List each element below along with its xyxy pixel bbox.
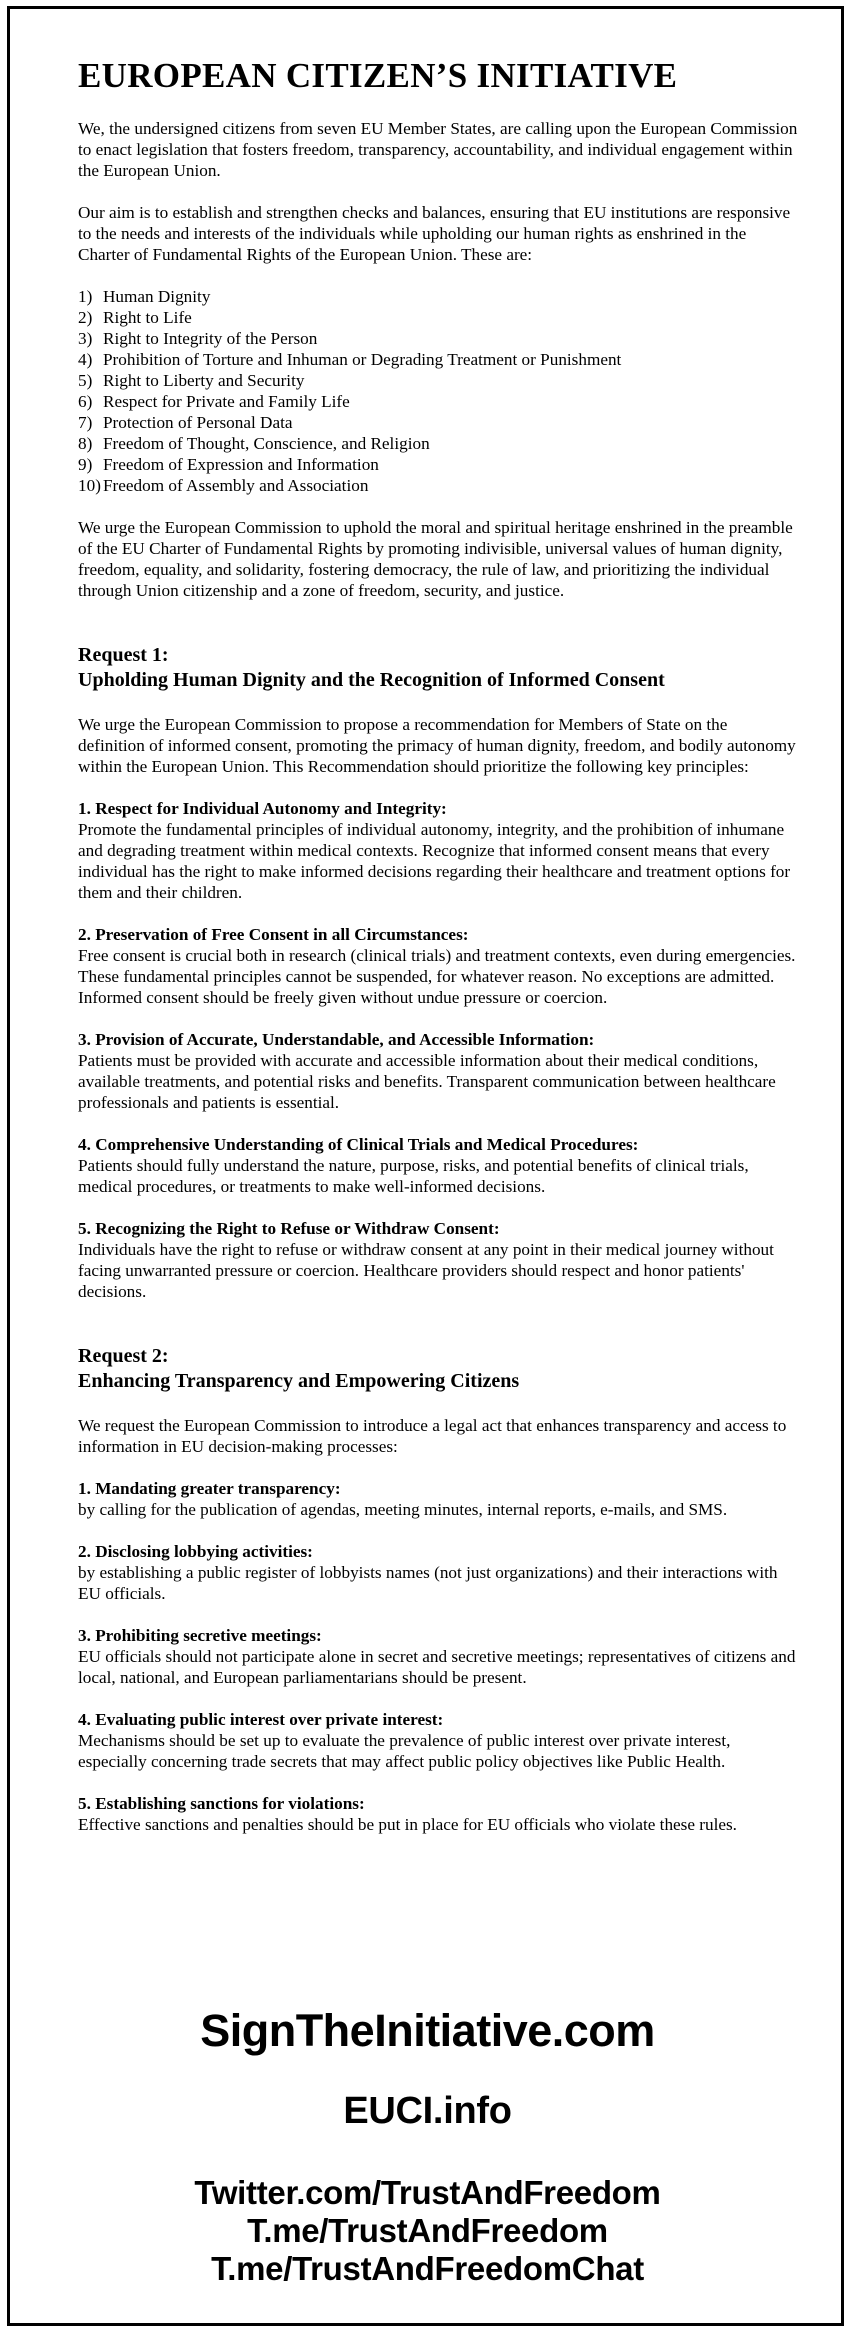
- list-item: 2) Right to Life: [78, 308, 192, 327]
- request-1-principle: [78, 1134, 798, 1197]
- intro-paragraph-1: We, the undersigned citizens from seven EU Member States, are calling upon the European Commission to enact legislation that fosters freedom, transparency, accountability, and individual engagement within the European Union.: [78, 119, 798, 180]
- principle-title: 4. Evaluating public interest over private interest:: [78, 1710, 444, 1729]
- urge-paragraph: We urge the European Commission to uphold the moral and spiritual heritage enshrined in the preamble of the EU Charter of Fundamental Rights by promoting indivisible, universal values of human dignity, freedom, equality, and solidarity, fostering democracy, the rule of law, and prioritizing the individual through Union citizenship and a zone of freedom, security, and justice.: [78, 518, 793, 600]
- request-1-intro: We urge the European Commission to propose a recommendation for Members of State on the definition of informed consent, promoting the primacy of human dignity, freedom, and bodily autonomy within the European Union. This Recommendation should prioritize the following key principles:: [78, 715, 796, 776]
- list-item: 7) Protection of Personal Data: [78, 413, 293, 432]
- request-1-heading: [78, 643, 798, 693]
- request-1-principle: [78, 1029, 798, 1113]
- principle-body: Individuals have the right to refuse or withdraw consent at any point in their medical journey without facing unwarranted pressure or coercion. Healthcare providers should respect and honor patients' decisions.: [78, 1240, 774, 1301]
- request-1-principle: [78, 1218, 798, 1302]
- request-2-principle: [78, 1541, 798, 1604]
- principle-title: 5. Recognizing the Right to Refuse or Withdraw Consent:: [78, 1219, 500, 1238]
- list-item: 8) Freedom of Thought, Conscience, and Religion: [78, 434, 430, 453]
- principle-title: 1. Mandating greater transparency:: [78, 1479, 341, 1498]
- request-2-label: Request 2:: [78, 1345, 169, 1367]
- principle-body: EU officials should not participate alone in secret and secretive meetings; representatives of citizens and local, national, and European parliamentarians should be present.: [78, 1647, 796, 1687]
- principle-body: Patients must be provided with accurate and accessible information about their medical conditions, available treatments, and potential risks and benefits. Transparent communication between healthcare professionals and patients is essential.: [78, 1051, 776, 1112]
- principle-body: by establishing a public register of lobbyists names (not just organizations) and their interactions with EU officials.: [78, 1563, 778, 1603]
- euci-link[interactable]: EUCI.info: [343, 2090, 512, 2132]
- principle-body: Free consent is crucial both in research (clinical trials) and treatment contexts, even during emergencies. These fundamental principles cannot be suspended, for whatever reason. No exceptions are admitted. Informed consent should be freely given without undue pressure or coercion.: [78, 946, 796, 1007]
- request-1-title: Upholding Human Dignity and the Recognition of Informed Consent: [78, 669, 665, 691]
- request-2-heading: [78, 1344, 798, 1394]
- principle-body: Promote the fundamental principles of individual autonomy, integrity, and the prohibition of inhumane and degrading treatment within medical contexts. Recognize that informed consent means that every individual has the right to make informed decisions regarding their healthcare and treatment options for them and their children.: [78, 820, 791, 902]
- principle-title: 2. Disclosing lobbying activities:: [78, 1542, 313, 1561]
- intro-paragraph-2: Our aim is to establish and strengthen checks and balances, ensuring that EU institutions are responsive to the needs and interests of the individuals while upholding our human rights as enshrined in the Charter of Fundamental Rights of the European Union. These are:: [78, 203, 791, 264]
- list-item: 1) Human Dignity: [78, 287, 211, 306]
- document-body: [78, 55, 798, 1856]
- principle-title: 1. Respect for Individual Autonomy and Integrity:: [78, 799, 447, 818]
- request-2-title: Enhancing Transparency and Empowering Citizens: [78, 1370, 520, 1392]
- page-title: EUROPEAN CITIZEN’S INITIATIVE: [78, 56, 678, 95]
- twitter-link[interactable]: Twitter.com/TrustAndFreedom: [194, 2174, 661, 2211]
- list-item: 9) Freedom of Expression and Information: [78, 455, 379, 474]
- request-1-principle: [78, 924, 798, 1008]
- principle-title: 3. Prohibiting secretive meetings:: [78, 1626, 322, 1645]
- principle-title: 5. Establishing sanctions for violations:: [78, 1794, 365, 1813]
- request-1-label: Request 1:: [78, 644, 169, 666]
- principle-body: by calling for the publication of agendas, meeting minutes, internal reports, e-mails, and SMS.: [78, 1500, 728, 1519]
- principle-title: 2. Preservation of Free Consent in all Circumstances:: [78, 925, 469, 944]
- request-2-principle: [78, 1625, 798, 1688]
- list-item: 4) Prohibition of Torture and Inhuman or Degrading Treatment or Punishment: [78, 350, 622, 369]
- principle-body: Effective sanctions and penalties should be put in place for EU officials who violate these rules.: [78, 1815, 737, 1834]
- list-item: 6) Respect for Private and Family Life: [78, 392, 350, 411]
- list-item: 5) Right to Liberty and Security: [78, 371, 305, 390]
- telegram-link[interactable]: T.me/TrustAndFreedom: [247, 2212, 608, 2249]
- request-2-principle: [78, 1709, 798, 1772]
- principle-body: Mechanisms should be set up to evaluate the prevalence of public interest over private interest, especially concerning trade secrets that may affect public policy objectives like Public Health.: [78, 1731, 731, 1771]
- list-item: 10) Freedom of Assembly and Association: [78, 476, 369, 495]
- list-item: 3) Right to Integrity of the Person: [78, 329, 318, 348]
- principle-body: Patients should fully understand the nature, purpose, risks, and potential benefits of clinical trials, medical procedures, or treatments to make well-informed decisions.: [78, 1156, 749, 1196]
- sign-link[interactable]: SignTheInitiative.com: [200, 2005, 655, 2056]
- rights-list: [78, 286, 798, 496]
- principle-title: 3. Provision of Accurate, Understandable, and Accessible Information:: [78, 1030, 595, 1049]
- request-1-principle: [78, 798, 798, 903]
- request-2-principle: [78, 1478, 798, 1520]
- request-2-intro: We request the European Commission to introduce a legal act that enhances transparency and access to information in EU decision-making processes:: [78, 1416, 787, 1456]
- telegram-chat-link[interactable]: T.me/TrustAndFreedomChat: [211, 2250, 644, 2287]
- principle-title: 4. Comprehensive Understanding of Clinical Trials and Medical Procedures:: [78, 1135, 639, 1154]
- request-2-principle: [78, 1793, 798, 1835]
